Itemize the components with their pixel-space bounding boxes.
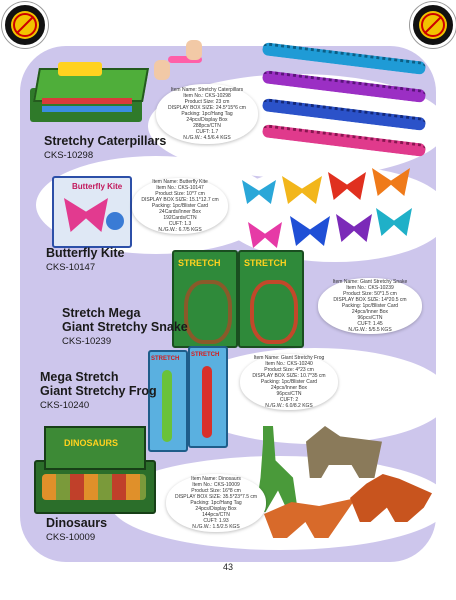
product-title: [62, 306, 188, 334]
spec-line: 24pcs/Inner Box: [270, 385, 308, 391]
product-code: CKS-10147: [46, 262, 96, 273]
spec-line: DISPLAY BOX SIZE: 14*20.5 cm: [333, 297, 407, 303]
product-title: Stretchy Caterpillars: [44, 134, 167, 148]
caterpillar-toys-image: [254, 44, 434, 154]
product-title-line: Giant Stretchy Snake: [62, 320, 188, 334]
dinosaur-display-box: [34, 420, 158, 512]
spec-line: 24Cards/Inner Box: [159, 209, 201, 215]
spec-line: DISPLAY BOX SIZE: 15.1*12.7 cm: [141, 197, 219, 203]
spec-bubble: [166, 474, 266, 532]
spec-line: 288pcs/CTN: [193, 123, 221, 129]
spec-line: Product Size: 10*7 cm: [155, 191, 205, 197]
butterfly-kite-package: [52, 176, 132, 248]
package-label: STRETCH: [191, 352, 220, 358]
package-label: STRETCH: [244, 258, 287, 268]
spec-line: Product Size: 16*8 cm: [191, 488, 241, 494]
spec-line: CUFT: 1.45: [357, 321, 383, 327]
product-code: CKS-10009: [46, 532, 96, 543]
spec-line: Packing: 1pc/Hang Tag: [190, 500, 242, 506]
spec-line: N./G.W.: 6.0/8.2 KGS: [265, 403, 313, 409]
caterpillar-display-box: [30, 58, 148, 124]
spec-line: Product Size: 4*23 cm: [264, 367, 314, 373]
spec-line: 144pcs/CTN: [202, 512, 230, 518]
product-title: Dinosaurs: [46, 516, 108, 530]
package-label: STRETCH: [178, 258, 221, 268]
spec-line: 24pcs/Display Box: [195, 506, 237, 512]
spec-line: N./G.W.: 6.7/5 KGS: [158, 227, 202, 233]
spec-line: CUFT: 2: [279, 397, 299, 403]
spec-line: Packing: 1pc/Hang Tag: [181, 111, 233, 117]
spec-bubble: [156, 84, 258, 144]
page-number: 43: [222, 562, 233, 572]
spec-line: CUFT: 1.93: [203, 518, 229, 524]
spec-line: Product Size: 23 cm: [184, 99, 230, 105]
spec-line: Item No.: CKS-10147: [156, 185, 204, 191]
hand-stretching-caterpillar-image: [154, 40, 204, 82]
warning-badge-icon: [410, 2, 456, 48]
spec-bubble: [132, 178, 228, 234]
spec-line: 96pcs/CTN: [276, 391, 302, 397]
package-label: Butterfly Kite: [72, 182, 123, 191]
spec-line: Item No.: CKS-10009: [192, 482, 240, 488]
spec-line: Item No.: CKS-10240: [265, 361, 313, 367]
spec-line: Item Name: Stretchy Caterpillars: [170, 87, 244, 93]
spec-line: 96pcs/CTN: [357, 315, 383, 321]
frog-package: [188, 346, 228, 448]
product-code: CKS-10298: [44, 150, 94, 161]
product-title: [40, 370, 157, 398]
spec-line: 192Cards/CTN: [163, 215, 197, 221]
spec-line: Item No.: CKS-10239: [346, 285, 394, 291]
product-title-line: Giant Stretchy Frog: [40, 384, 157, 398]
spec-line: 24pcs/Inner Box: [351, 309, 389, 315]
product-code: CKS-10239: [62, 336, 112, 347]
spec-line: Packing: 1pc/Blister Card: [151, 203, 209, 209]
package-label: STRETCH: [151, 356, 180, 362]
spec-line: Item Name: Giant Stretchy Frog: [253, 355, 325, 361]
spec-line: Packing: 1pc/Blister Card: [260, 379, 318, 385]
spec-line: CUFT: 1.7: [195, 129, 219, 135]
product-title-line: Mega Stretch: [40, 370, 119, 384]
spec-line: N./G.W.: 4.5/6.4 KGS: [183, 135, 231, 141]
warning-badge-icon: [2, 2, 48, 48]
package-label: DINOSAURS: [64, 438, 119, 448]
spec-line: Item Name: Giant Stretchy Snake: [332, 279, 408, 285]
spec-bubble: [240, 354, 338, 410]
spec-line: N./G.W.: 1.5/2.5 KGS: [192, 524, 240, 530]
spec-line: Item Name: Butterfly Kite: [152, 179, 208, 185]
spec-line: 24pcs/Display Box: [186, 117, 228, 123]
product-code: CKS-10240: [40, 400, 90, 411]
spec-line: Item Name: Dinosaurs: [191, 476, 241, 482]
spec-line: DISPLAY BOX SIZE: 10.7*35 cm: [252, 373, 326, 379]
spec-bubble: [318, 278, 422, 334]
snake-package: [238, 250, 304, 348]
spec-line: Item No.: CKS-10298: [183, 93, 231, 99]
product-title: Butterfly Kite: [46, 246, 125, 260]
spec-line: N./G.W.: 5/5.5 KGS: [348, 327, 392, 333]
spec-line: Product Size: 50*1.5 cm: [343, 291, 397, 297]
spec-line: DISPLAY BOX SIZE: 24.5*15*6 cm: [168, 105, 246, 111]
spec-line: DISPLAY BOX SIZE: 35.5*23*7.5 cm: [174, 494, 258, 500]
spec-line: Packing: 1pc/Blister Card: [341, 303, 399, 309]
product-title-line: Stretch Mega: [62, 306, 141, 320]
spec-line: CUFT: 1.3: [168, 221, 192, 227]
butterflies-image: [238, 168, 418, 254]
dinosaur-figures-image: [240, 420, 436, 540]
